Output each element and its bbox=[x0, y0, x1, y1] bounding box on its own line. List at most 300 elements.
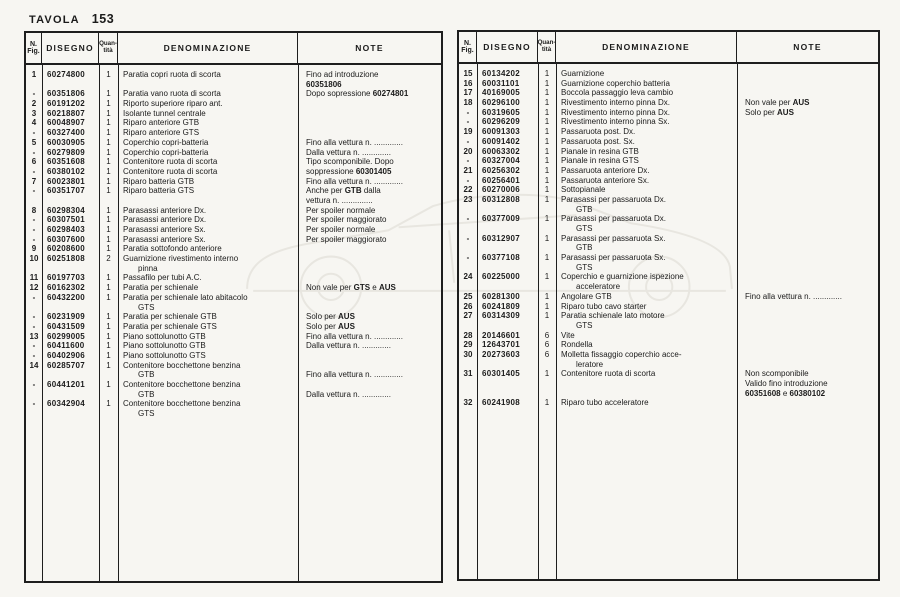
note-segment: AUS bbox=[338, 321, 355, 331]
denomination bbox=[556, 379, 737, 389]
denomination: Riparo batteria GTB bbox=[123, 176, 195, 186]
note bbox=[298, 361, 441, 371]
note bbox=[298, 186, 441, 196]
col-header-disegno bbox=[477, 32, 538, 62]
table-line bbox=[459, 350, 878, 360]
col-header-note-label: NOTE bbox=[793, 42, 822, 52]
col-header-note bbox=[737, 32, 878, 62]
denomination: Pianale in resina GTS bbox=[561, 156, 639, 166]
note bbox=[298, 206, 441, 216]
table-line bbox=[26, 186, 441, 196]
fig-number: - bbox=[466, 107, 470, 117]
part-number: 60225000 bbox=[482, 272, 520, 282]
table-line bbox=[459, 292, 878, 302]
table-line bbox=[26, 380, 441, 390]
note bbox=[298, 70, 441, 80]
quantity: 1 bbox=[544, 194, 550, 204]
part-number bbox=[477, 282, 538, 292]
fig-number: 11 bbox=[29, 273, 39, 283]
denomination: Paratia schienale lato motore bbox=[561, 311, 665, 321]
note-segment: Dalla vettura n. ............. bbox=[306, 147, 391, 157]
denomination: Rivestimento interno pinna Sx. bbox=[561, 117, 670, 127]
quantity bbox=[99, 370, 118, 380]
quantity: 1 bbox=[544, 98, 550, 108]
part-number: 60023801 bbox=[47, 176, 85, 186]
note-segment: AUS bbox=[792, 98, 810, 108]
table-line bbox=[26, 109, 441, 119]
quantity: 1 bbox=[106, 360, 111, 370]
note bbox=[298, 235, 441, 245]
denomination: Parasassi anteriore Dx. bbox=[123, 215, 207, 225]
part-number: 60279809 bbox=[47, 147, 85, 157]
part-number: 60231909 bbox=[47, 312, 85, 322]
note bbox=[737, 263, 878, 273]
parts-table-right bbox=[457, 30, 880, 581]
quantity: 1 bbox=[106, 225, 111, 234]
denomination: GTS bbox=[138, 302, 155, 312]
denomination: Riporto superiore riparo ant. bbox=[123, 99, 223, 109]
fig-number: 15 bbox=[463, 69, 473, 78]
denomination: GTB bbox=[138, 370, 155, 380]
denomination: Passaruota post. Sx. bbox=[561, 136, 635, 146]
fig-number: - bbox=[466, 175, 470, 185]
table-line bbox=[26, 177, 441, 187]
note bbox=[298, 148, 441, 158]
note bbox=[737, 311, 878, 321]
fig-number: 31 bbox=[463, 369, 473, 379]
quantity: 1 bbox=[106, 273, 111, 283]
note bbox=[737, 272, 878, 282]
quantity: 1 bbox=[106, 99, 111, 109]
note-segment: Fino alla vettura n. ............. bbox=[306, 176, 403, 186]
fig-number bbox=[459, 360, 477, 370]
note-segment: Fino alla vettura n. ............. bbox=[306, 370, 403, 380]
note bbox=[737, 137, 878, 147]
note-segment: GTS bbox=[353, 283, 371, 293]
part-number bbox=[42, 303, 99, 313]
table-line bbox=[459, 214, 878, 224]
table-line bbox=[26, 293, 441, 303]
table-line bbox=[459, 176, 878, 186]
quantity: 1 bbox=[544, 136, 550, 146]
part-number: 60048907 bbox=[47, 118, 85, 128]
page-title-label: TAVOLA bbox=[29, 14, 80, 26]
table-line bbox=[459, 243, 878, 253]
fig-number: 28 bbox=[463, 330, 473, 340]
quantity: 1 bbox=[544, 291, 550, 301]
fig-number: - bbox=[32, 380, 36, 389]
table-line bbox=[26, 351, 441, 361]
note-segment: Fino alla vettura n. ............. bbox=[745, 291, 842, 301]
note bbox=[737, 389, 878, 399]
part-number: 60281300 bbox=[482, 291, 520, 301]
quantity bbox=[99, 196, 118, 206]
note-segment: 60380102 bbox=[789, 388, 826, 398]
fig-number: - bbox=[32, 341, 36, 351]
note bbox=[298, 225, 441, 235]
note bbox=[737, 156, 878, 166]
col-header-qty bbox=[99, 33, 118, 63]
denomination: Paratia vano ruota di scorta bbox=[123, 89, 221, 99]
note-segment: soppressione bbox=[306, 166, 356, 176]
table-line bbox=[26, 118, 441, 128]
part-number: 60342904 bbox=[47, 399, 85, 409]
note bbox=[737, 282, 878, 292]
part-number: 60377009 bbox=[482, 214, 520, 224]
note-segment: Per spoiler normale bbox=[306, 205, 376, 215]
quantity: 1 bbox=[106, 137, 111, 147]
table-line bbox=[26, 215, 441, 225]
table-line bbox=[459, 272, 878, 282]
note bbox=[737, 108, 878, 118]
note-segment: AUS bbox=[777, 107, 794, 117]
part-number: 60162302 bbox=[47, 283, 85, 293]
table-line bbox=[26, 254, 441, 264]
quantity bbox=[99, 264, 118, 274]
denomination: Riparo anteriore GTS bbox=[123, 128, 200, 138]
note bbox=[298, 177, 441, 187]
quantity: 1 bbox=[106, 108, 111, 118]
table-line bbox=[459, 88, 878, 98]
fig-number bbox=[26, 303, 42, 313]
denomination: Rondella bbox=[561, 340, 593, 350]
fig-number: 32 bbox=[463, 398, 473, 408]
part-number bbox=[477, 379, 538, 389]
quantity bbox=[99, 390, 118, 400]
denomination: Pianale in resina GTB bbox=[561, 146, 639, 156]
fig-number bbox=[26, 409, 42, 419]
fig-number bbox=[459, 321, 477, 331]
table-line bbox=[26, 244, 441, 254]
table-line bbox=[459, 234, 878, 244]
table-line bbox=[26, 370, 441, 380]
note bbox=[298, 312, 441, 322]
part-number bbox=[42, 264, 99, 274]
quantity: 1 bbox=[544, 253, 550, 263]
table-line bbox=[459, 282, 878, 292]
denomination: Coperchio copri-batteria bbox=[123, 137, 209, 147]
denomination: Piano sottolunotto GTS bbox=[123, 350, 206, 360]
fig-number: 24 bbox=[463, 272, 473, 282]
note bbox=[737, 88, 878, 98]
part-number: 60256302 bbox=[482, 165, 520, 175]
note bbox=[737, 243, 878, 253]
part-number: 60270006 bbox=[482, 185, 520, 195]
denomination: Guarnizione bbox=[561, 69, 605, 78]
note bbox=[737, 224, 878, 234]
quantity: 1 bbox=[106, 292, 111, 302]
note bbox=[737, 98, 878, 108]
table-header-row bbox=[26, 33, 441, 65]
quantity bbox=[538, 360, 556, 370]
quantity bbox=[538, 321, 556, 331]
quantity: 1 bbox=[544, 185, 550, 195]
table-lines bbox=[459, 64, 878, 408]
part-number: 20273603 bbox=[482, 349, 520, 359]
fig-number bbox=[26, 390, 42, 400]
note bbox=[298, 380, 441, 390]
fig-number: 19 bbox=[463, 127, 473, 137]
note-segment: Per spoiler maggiorato bbox=[306, 215, 387, 225]
note-segment: 60301405 bbox=[355, 166, 392, 176]
part-number bbox=[42, 370, 99, 380]
table-line bbox=[459, 224, 878, 234]
denomination: GTB bbox=[576, 204, 593, 214]
quantity: 1 bbox=[106, 244, 111, 254]
quantity: 1 bbox=[106, 312, 111, 322]
fig-number: 22 bbox=[463, 185, 473, 195]
table-line bbox=[26, 341, 441, 351]
denomination: Passaruota anteriore Dx. bbox=[561, 165, 650, 175]
table-line bbox=[26, 332, 441, 342]
fig-number bbox=[26, 196, 42, 206]
note bbox=[298, 283, 441, 293]
note bbox=[298, 322, 441, 332]
col-header-qty-line2: tità bbox=[541, 46, 552, 53]
note-segment: Anche per bbox=[306, 186, 345, 196]
denomination: Rivestimento interno pinna Dx. bbox=[561, 98, 670, 108]
table-lines bbox=[26, 65, 441, 419]
part-number: 60402906 bbox=[47, 350, 85, 360]
table-line bbox=[459, 331, 878, 341]
part-number: 40169005 bbox=[482, 88, 520, 98]
note-segment: vettura n. .............. bbox=[306, 195, 373, 205]
part-number: 60377108 bbox=[482, 253, 520, 263]
table-line bbox=[459, 137, 878, 147]
part-number: 60327004 bbox=[482, 156, 520, 166]
quantity: 1 bbox=[544, 272, 550, 282]
note bbox=[298, 390, 441, 400]
denomination: GTS bbox=[576, 320, 593, 330]
part-number bbox=[42, 409, 99, 419]
note bbox=[298, 118, 441, 128]
denomination: Paratia copri ruota di scorta bbox=[123, 70, 221, 79]
denomination: Parasassi per passaruota Sx. bbox=[561, 253, 666, 263]
part-number: 60411600 bbox=[47, 341, 85, 351]
note-segment: Solo per bbox=[306, 312, 339, 322]
note bbox=[298, 196, 441, 206]
part-number: 60256401 bbox=[482, 175, 520, 185]
part-number: 60351608 bbox=[47, 157, 85, 167]
table-line bbox=[459, 69, 878, 79]
fig-number: 9 bbox=[31, 244, 37, 254]
part-number: 60031101 bbox=[482, 78, 520, 88]
table-line bbox=[459, 147, 878, 157]
part-number: 60191202 bbox=[47, 99, 85, 109]
fig-number bbox=[26, 370, 42, 380]
fig-number bbox=[459, 282, 477, 292]
fig-number: 26 bbox=[463, 301, 473, 311]
quantity: 1 bbox=[544, 146, 550, 156]
col-header-disegno-label: DISEGNO bbox=[483, 42, 531, 52]
note bbox=[737, 176, 878, 186]
quantity: 6 bbox=[544, 330, 550, 340]
note-segment: Non vale per bbox=[745, 98, 793, 108]
denomination: GTB bbox=[138, 389, 155, 399]
fig-number: 3 bbox=[31, 108, 37, 118]
part-number: 12643701 bbox=[482, 340, 520, 350]
fig-number: 23 bbox=[463, 194, 473, 204]
fig-number: - bbox=[466, 214, 470, 224]
fig-number: 1 bbox=[31, 70, 37, 79]
table-line bbox=[459, 369, 878, 379]
note-segment: AUS bbox=[378, 283, 396, 293]
denomination: acceleratore bbox=[576, 282, 621, 292]
part-number: 60299005 bbox=[47, 331, 85, 341]
table-line bbox=[459, 156, 878, 166]
quantity: 1 bbox=[544, 311, 550, 321]
note bbox=[298, 399, 441, 409]
part-number: 60301405 bbox=[482, 369, 520, 379]
fig-number: - bbox=[32, 186, 36, 196]
col-header-denominazione bbox=[556, 32, 737, 62]
denomination: Riparo tubo cavo starter bbox=[561, 301, 647, 311]
table-line bbox=[459, 360, 878, 370]
denomination: Parasassi anteriore Sx. bbox=[123, 225, 206, 234]
table-line bbox=[26, 273, 441, 283]
table-line bbox=[26, 225, 441, 235]
note bbox=[298, 303, 441, 313]
fig-number: 8 bbox=[31, 205, 37, 215]
part-number: 60351806 bbox=[47, 89, 85, 99]
table-line bbox=[459, 108, 878, 118]
fig-number: - bbox=[466, 156, 470, 166]
fig-number: 4 bbox=[31, 118, 37, 128]
part-number: 60314309 bbox=[482, 311, 520, 321]
quantity: 1 bbox=[544, 175, 550, 185]
fig-number: - bbox=[32, 89, 36, 99]
note bbox=[298, 254, 441, 264]
denomination: Passaruota post. Dx. bbox=[561, 127, 636, 137]
quantity bbox=[538, 205, 556, 215]
denomination: GTS bbox=[138, 409, 155, 419]
note bbox=[737, 292, 878, 302]
fig-number: 29 bbox=[463, 340, 473, 350]
fig-number: 18 bbox=[463, 98, 473, 108]
fig-number: 6 bbox=[31, 157, 37, 167]
table-line bbox=[459, 185, 878, 195]
note bbox=[737, 127, 878, 137]
denomination: Parasassi per passaruota Sx. bbox=[561, 233, 666, 243]
denomination: Parasassi anteriore Sx. bbox=[123, 234, 206, 244]
fig-number: - bbox=[466, 117, 470, 127]
fig-number: - bbox=[32, 350, 36, 360]
fig-number bbox=[459, 205, 477, 215]
col-header-denominazione-label: DENOMINAZIONE bbox=[163, 43, 252, 53]
part-number bbox=[477, 243, 538, 253]
quantity bbox=[538, 263, 556, 273]
table-line bbox=[26, 70, 441, 80]
col-header-disegno-label: DISEGNO bbox=[46, 43, 94, 53]
denomination: leratore bbox=[576, 359, 604, 369]
part-number: 60241908 bbox=[482, 398, 520, 408]
part-number: 60441201 bbox=[47, 380, 85, 389]
fig-number bbox=[459, 389, 477, 399]
denomination: Riparo batteria GTS bbox=[123, 186, 195, 196]
table-line bbox=[459, 79, 878, 89]
table-line bbox=[26, 148, 441, 158]
quantity bbox=[538, 389, 556, 399]
denomination: Coperchio copri-batteria bbox=[123, 147, 209, 157]
denomination bbox=[556, 389, 737, 399]
note bbox=[298, 370, 441, 380]
denomination: Paratia sottofondo anteriore bbox=[123, 244, 222, 254]
quantity: 1 bbox=[106, 89, 111, 99]
quantity: 1 bbox=[544, 233, 550, 243]
fig-number: - bbox=[466, 253, 470, 263]
note bbox=[298, 89, 441, 99]
note-segment: 60351608 bbox=[745, 388, 781, 398]
quantity: 1 bbox=[544, 117, 550, 127]
part-number: 20146601 bbox=[482, 330, 520, 340]
table-line bbox=[459, 205, 878, 215]
part-number bbox=[477, 263, 538, 273]
note bbox=[737, 360, 878, 370]
denomination: Parasassi per passaruota Dx. bbox=[561, 194, 666, 204]
quantity bbox=[99, 409, 118, 419]
quantity bbox=[538, 243, 556, 253]
fig-number: 5 bbox=[31, 137, 37, 147]
fig-number: 21 bbox=[463, 165, 473, 175]
table-line bbox=[459, 166, 878, 176]
fig-number: - bbox=[466, 136, 470, 146]
fig-number: - bbox=[32, 321, 36, 331]
table-header-row bbox=[459, 32, 878, 64]
fig-number: - bbox=[32, 166, 36, 176]
quantity: 1 bbox=[106, 70, 111, 79]
quantity: 1 bbox=[544, 78, 550, 88]
note bbox=[737, 321, 878, 331]
quantity: 1 bbox=[106, 331, 111, 341]
note-segment: Fino alla vettura n. ............. bbox=[306, 331, 403, 341]
note bbox=[298, 80, 441, 90]
fig-number: 2 bbox=[31, 99, 37, 109]
table-line bbox=[459, 321, 878, 331]
table-line bbox=[26, 196, 441, 206]
quantity: 1 bbox=[106, 118, 111, 128]
quantity: 1 bbox=[106, 350, 111, 360]
table-body bbox=[459, 64, 878, 579]
note bbox=[737, 69, 878, 79]
fig-number: 27 bbox=[463, 311, 473, 321]
quantity: 2 bbox=[106, 254, 111, 264]
part-number bbox=[477, 360, 538, 370]
col-header-qty-line2: tità bbox=[103, 47, 113, 54]
quantity bbox=[538, 224, 556, 234]
fig-number: - bbox=[32, 147, 36, 157]
denomination: Guarnizione rivestimento interno bbox=[123, 254, 239, 264]
quantity bbox=[99, 303, 118, 313]
denomination: Contenitore bocchettone benzina bbox=[123, 380, 241, 389]
quantity: 1 bbox=[544, 369, 550, 379]
part-number: 60312808 bbox=[482, 194, 520, 204]
note-segment: Tipo scomponibile. Dopo bbox=[306, 157, 394, 167]
note-segment: e bbox=[370, 283, 379, 293]
quantity bbox=[538, 379, 556, 389]
note bbox=[298, 273, 441, 283]
fig-number bbox=[459, 263, 477, 273]
note bbox=[298, 293, 441, 303]
denomination: GTS bbox=[576, 262, 593, 272]
note bbox=[298, 167, 441, 177]
note bbox=[737, 369, 878, 379]
table-line bbox=[459, 98, 878, 108]
part-number: 60327400 bbox=[47, 128, 85, 138]
fig-number: 25 bbox=[463, 291, 473, 301]
denomination: GTB bbox=[576, 243, 593, 253]
note bbox=[298, 109, 441, 119]
table-line bbox=[459, 253, 878, 263]
